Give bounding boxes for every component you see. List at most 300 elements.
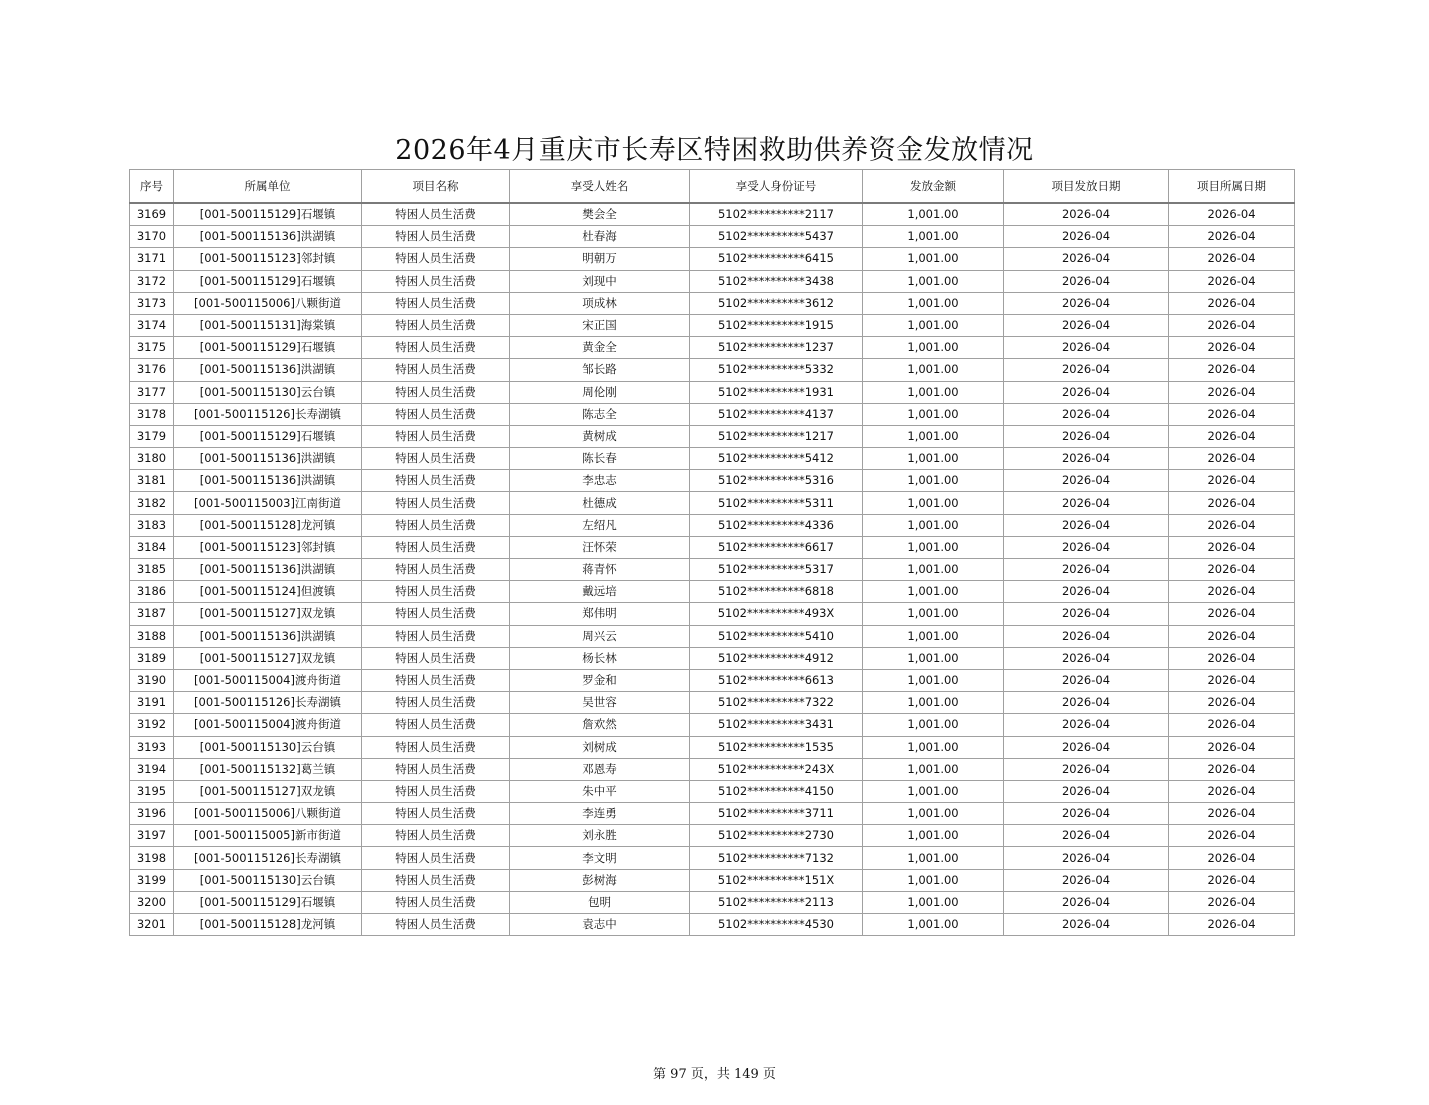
cell-issue-date: 2026-04	[1004, 758, 1169, 780]
cell-belong-date: 2026-04	[1169, 581, 1295, 603]
cell-unit: [001-500115124]但渡镇	[174, 581, 362, 603]
cell-project: 特困人员生活费	[362, 825, 510, 847]
cell-unit: [001-500115126]长寿湖镇	[174, 692, 362, 714]
cell-belong-date: 2026-04	[1169, 470, 1295, 492]
cell-unit: [001-500115126]长寿湖镇	[174, 847, 362, 869]
cell-name: 陈长春	[510, 448, 690, 470]
table-row	[130, 869, 1295, 891]
cell-unit: [001-500115004]渡舟街道	[174, 669, 362, 691]
cell-unit: [001-500115003]江南街道	[174, 492, 362, 514]
cell-amount: 1,001.00	[863, 803, 1004, 825]
cell-unit: [001-500115136]洪湖镇	[174, 625, 362, 647]
cell-id-number: 5102**********2113	[690, 891, 863, 913]
table-row	[130, 403, 1295, 425]
cell-name: 李文明	[510, 847, 690, 869]
table-row	[130, 559, 1295, 581]
cell-name: 杜春海	[510, 226, 690, 248]
cell-unit: [001-500115130]云台镇	[174, 736, 362, 758]
cell-unit: [001-500115127]双龙镇	[174, 603, 362, 625]
cell-issue-date: 2026-04	[1004, 203, 1169, 226]
table-row	[130, 470, 1295, 492]
cell-belong-date: 2026-04	[1169, 514, 1295, 536]
cell-unit: [001-500115136]洪湖镇	[174, 559, 362, 581]
cell-issue-date: 2026-04	[1004, 869, 1169, 891]
cell-project: 特困人员生活费	[362, 581, 510, 603]
cell-serial: 3193	[130, 736, 174, 758]
column-header-amount: 发放金额	[863, 170, 1004, 204]
cell-project: 特困人员生活费	[362, 780, 510, 802]
cell-id-number: 5102**********5317	[690, 559, 863, 581]
cell-id-number: 5102**********5316	[690, 470, 863, 492]
cell-belong-date: 2026-04	[1169, 314, 1295, 336]
cell-amount: 1,001.00	[863, 536, 1004, 558]
cell-name: 周兴云	[510, 625, 690, 647]
cell-serial: 3192	[130, 714, 174, 736]
cell-name: 包明	[510, 891, 690, 913]
table-row	[130, 625, 1295, 647]
cell-serial: 3172	[130, 270, 174, 292]
cell-project: 特困人员生活费	[362, 536, 510, 558]
cell-issue-date: 2026-04	[1004, 581, 1169, 603]
table-row	[130, 270, 1295, 292]
cell-amount: 1,001.00	[863, 381, 1004, 403]
cell-serial: 3179	[130, 425, 174, 447]
cell-id-number: 5102**********3438	[690, 270, 863, 292]
cell-serial: 3174	[130, 314, 174, 336]
cell-unit: [001-500115136]洪湖镇	[174, 470, 362, 492]
cell-name: 邹长路	[510, 359, 690, 381]
cell-unit: [001-500115130]云台镇	[174, 869, 362, 891]
cell-project: 特困人员生活费	[362, 603, 510, 625]
table-row	[130, 692, 1295, 714]
table-row	[130, 891, 1295, 913]
cell-unit: [001-500115129]石堰镇	[174, 337, 362, 359]
cell-belong-date: 2026-04	[1169, 248, 1295, 270]
column-header-name: 享受人姓名	[510, 170, 690, 204]
cell-belong-date: 2026-04	[1169, 492, 1295, 514]
data-table	[129, 169, 1295, 936]
cell-issue-date: 2026-04	[1004, 248, 1169, 270]
cell-name: 刘树成	[510, 736, 690, 758]
cell-issue-date: 2026-04	[1004, 448, 1169, 470]
cell-project: 特困人员生活费	[362, 248, 510, 270]
cell-amount: 1,001.00	[863, 448, 1004, 470]
cell-issue-date: 2026-04	[1004, 692, 1169, 714]
cell-name: 黄树成	[510, 425, 690, 447]
cell-amount: 1,001.00	[863, 692, 1004, 714]
cell-unit: [001-500115128]龙河镇	[174, 514, 362, 536]
cell-project: 特困人员生活费	[362, 692, 510, 714]
cell-serial: 3194	[130, 758, 174, 780]
cell-name: 杨长林	[510, 647, 690, 669]
cell-name: 朱中平	[510, 780, 690, 802]
cell-id-number: 5102**********3711	[690, 803, 863, 825]
cell-project: 特困人员生活费	[362, 203, 510, 226]
cell-belong-date: 2026-04	[1169, 403, 1295, 425]
cell-unit: [001-500115127]双龙镇	[174, 780, 362, 802]
cell-amount: 1,001.00	[863, 270, 1004, 292]
cell-serial: 3180	[130, 448, 174, 470]
cell-project: 特困人员生活费	[362, 758, 510, 780]
cell-id-number: 5102**********1217	[690, 425, 863, 447]
cell-id-number: 5102**********2730	[690, 825, 863, 847]
table-body	[130, 203, 1295, 936]
cell-name: 吴世容	[510, 692, 690, 714]
cell-serial: 3176	[130, 359, 174, 381]
cell-id-number: 5102**********6415	[690, 248, 863, 270]
cell-amount: 1,001.00	[863, 891, 1004, 913]
column-header-belong-date: 项目所属日期	[1169, 170, 1295, 204]
cell-name: 杜德成	[510, 492, 690, 514]
page-footer: 第 97 页，共 149 页	[653, 1067, 776, 1082]
cell-belong-date: 2026-04	[1169, 780, 1295, 802]
cell-unit: [001-500115132]葛兰镇	[174, 758, 362, 780]
cell-amount: 1,001.00	[863, 647, 1004, 669]
table-row	[130, 736, 1295, 758]
cell-unit: [001-500115004]渡舟街道	[174, 714, 362, 736]
cell-unit: [001-500115129]石堰镇	[174, 203, 362, 226]
cell-belong-date: 2026-04	[1169, 825, 1295, 847]
cell-amount: 1,001.00	[863, 669, 1004, 691]
cell-name: 詹欢然	[510, 714, 690, 736]
cell-serial: 3187	[130, 603, 174, 625]
cell-belong-date: 2026-04	[1169, 692, 1295, 714]
cell-serial: 3184	[130, 536, 174, 558]
cell-name: 彭树海	[510, 869, 690, 891]
cell-belong-date: 2026-04	[1169, 914, 1295, 936]
cell-serial: 3175	[130, 337, 174, 359]
cell-amount: 1,001.00	[863, 425, 1004, 447]
cell-belong-date: 2026-04	[1169, 891, 1295, 913]
cell-project: 特困人员生活费	[362, 492, 510, 514]
cell-amount: 1,001.00	[863, 492, 1004, 514]
cell-belong-date: 2026-04	[1169, 803, 1295, 825]
cell-amount: 1,001.00	[863, 869, 1004, 891]
cell-id-number: 5102**********1237	[690, 337, 863, 359]
table-row	[130, 492, 1295, 514]
cell-unit: [001-500115136]洪湖镇	[174, 448, 362, 470]
cell-id-number: 5102**********1535	[690, 736, 863, 758]
cell-id-number: 5102**********2117	[690, 203, 863, 226]
cell-amount: 1,001.00	[863, 914, 1004, 936]
cell-serial: 3171	[130, 248, 174, 270]
cell-unit: [001-500115130]云台镇	[174, 381, 362, 403]
cell-name: 蒋青怀	[510, 559, 690, 581]
cell-serial: 3190	[130, 669, 174, 691]
cell-belong-date: 2026-04	[1169, 448, 1295, 470]
cell-belong-date: 2026-04	[1169, 203, 1295, 226]
cell-serial: 3195	[130, 780, 174, 802]
table-row	[130, 381, 1295, 403]
cell-serial: 3191	[130, 692, 174, 714]
cell-project: 特困人员生活费	[362, 869, 510, 891]
cell-issue-date: 2026-04	[1004, 736, 1169, 758]
cell-amount: 1,001.00	[863, 780, 1004, 802]
table-header-row	[130, 170, 1295, 204]
cell-project: 特困人员生活费	[362, 226, 510, 248]
cell-belong-date: 2026-04	[1169, 337, 1295, 359]
cell-amount: 1,001.00	[863, 203, 1004, 226]
cell-issue-date: 2026-04	[1004, 559, 1169, 581]
cell-issue-date: 2026-04	[1004, 514, 1169, 536]
cell-issue-date: 2026-04	[1004, 470, 1169, 492]
cell-serial: 3199	[130, 869, 174, 891]
table-row	[130, 803, 1295, 825]
table-row	[130, 514, 1295, 536]
cell-belong-date: 2026-04	[1169, 425, 1295, 447]
cell-serial: 3201	[130, 914, 174, 936]
cell-amount: 1,001.00	[863, 314, 1004, 336]
cell-name: 陈志全	[510, 403, 690, 425]
cell-serial: 3173	[130, 292, 174, 314]
cell-issue-date: 2026-04	[1004, 425, 1169, 447]
cell-belong-date: 2026-04	[1169, 669, 1295, 691]
cell-project: 特困人员生活费	[362, 891, 510, 913]
cell-unit: [001-500115005]新市街道	[174, 825, 362, 847]
cell-name: 李忠志	[510, 470, 690, 492]
cell-unit: [001-500115123]邻封镇	[174, 248, 362, 270]
cell-amount: 1,001.00	[863, 292, 1004, 314]
cell-serial: 3183	[130, 514, 174, 536]
cell-serial: 3185	[130, 559, 174, 581]
cell-project: 特困人员生活费	[362, 425, 510, 447]
cell-amount: 1,001.00	[863, 714, 1004, 736]
cell-amount: 1,001.00	[863, 758, 1004, 780]
cell-unit: [001-500115136]洪湖镇	[174, 359, 362, 381]
cell-project: 特困人员生活费	[362, 803, 510, 825]
cell-belong-date: 2026-04	[1169, 559, 1295, 581]
cell-name: 宋正国	[510, 314, 690, 336]
cell-unit: [001-500115128]龙河镇	[174, 914, 362, 936]
cell-belong-date: 2026-04	[1169, 292, 1295, 314]
cell-project: 特困人员生活费	[362, 736, 510, 758]
cell-serial: 3170	[130, 226, 174, 248]
cell-project: 特困人员生活费	[362, 314, 510, 336]
cell-serial: 3177	[130, 381, 174, 403]
cell-project: 特困人员生活费	[362, 403, 510, 425]
cell-project: 特困人员生活费	[362, 337, 510, 359]
table-row	[130, 226, 1295, 248]
cell-belong-date: 2026-04	[1169, 603, 1295, 625]
table-row	[130, 203, 1295, 226]
cell-id-number: 5102**********5332	[690, 359, 863, 381]
table-row	[130, 847, 1295, 869]
cell-issue-date: 2026-04	[1004, 914, 1169, 936]
cell-project: 特困人员生活费	[362, 381, 510, 403]
cell-unit: [001-500115129]石堰镇	[174, 425, 362, 447]
cell-belong-date: 2026-04	[1169, 758, 1295, 780]
cell-project: 特困人员生活费	[362, 514, 510, 536]
cell-id-number: 5102**********1931	[690, 381, 863, 403]
cell-id-number: 5102**********3431	[690, 714, 863, 736]
cell-project: 特困人员生活费	[362, 669, 510, 691]
cell-serial: 3196	[130, 803, 174, 825]
cell-name: 周伦刚	[510, 381, 690, 403]
cell-id-number: 5102**********6613	[690, 669, 863, 691]
cell-issue-date: 2026-04	[1004, 381, 1169, 403]
cell-name: 汪怀荣	[510, 536, 690, 558]
page-title: 2026年4月重庆市长寿区特困救助供养资金发放情况	[395, 135, 1034, 166]
cell-project: 特困人员生活费	[362, 914, 510, 936]
cell-serial: 3198	[130, 847, 174, 869]
cell-serial: 3188	[130, 625, 174, 647]
cell-name: 黄金全	[510, 337, 690, 359]
cell-serial: 3197	[130, 825, 174, 847]
cell-project: 特困人员生活费	[362, 292, 510, 314]
cell-issue-date: 2026-04	[1004, 669, 1169, 691]
cell-amount: 1,001.00	[863, 847, 1004, 869]
cell-serial: 3189	[130, 647, 174, 669]
cell-name: 戴远培	[510, 581, 690, 603]
column-header-project: 项目名称	[362, 170, 510, 204]
table-row	[130, 914, 1295, 936]
cell-belong-date: 2026-04	[1169, 736, 1295, 758]
cell-id-number: 5102**********243X	[690, 758, 863, 780]
cell-amount: 1,001.00	[863, 403, 1004, 425]
cell-project: 特困人员生活费	[362, 359, 510, 381]
cell-name: 项成林	[510, 292, 690, 314]
cell-unit: [001-500115123]邻封镇	[174, 536, 362, 558]
cell-issue-date: 2026-04	[1004, 847, 1169, 869]
cell-belong-date: 2026-04	[1169, 847, 1295, 869]
cell-issue-date: 2026-04	[1004, 337, 1169, 359]
cell-project: 特困人员生活费	[362, 559, 510, 581]
cell-issue-date: 2026-04	[1004, 603, 1169, 625]
cell-id-number: 5102**********5412	[690, 448, 863, 470]
cell-issue-date: 2026-04	[1004, 803, 1169, 825]
cell-unit: [001-500115127]双龙镇	[174, 647, 362, 669]
cell-id-number: 5102**********5437	[690, 226, 863, 248]
table-row	[130, 314, 1295, 336]
table-row	[130, 825, 1295, 847]
cell-id-number: 5102**********1915	[690, 314, 863, 336]
cell-name: 明朝万	[510, 248, 690, 270]
cell-issue-date: 2026-04	[1004, 226, 1169, 248]
cell-id-number: 5102**********4150	[690, 780, 863, 802]
cell-amount: 1,001.00	[863, 226, 1004, 248]
cell-serial: 3182	[130, 492, 174, 514]
table-row	[130, 758, 1295, 780]
cell-amount: 1,001.00	[863, 337, 1004, 359]
cell-serial: 3181	[130, 470, 174, 492]
cell-id-number: 5102**********4336	[690, 514, 863, 536]
cell-id-number: 5102**********6818	[690, 581, 863, 603]
cell-issue-date: 2026-04	[1004, 292, 1169, 314]
cell-issue-date: 2026-04	[1004, 891, 1169, 913]
cell-id-number: 5102**********6617	[690, 536, 863, 558]
cell-amount: 1,001.00	[863, 625, 1004, 647]
cell-name: 刘现中	[510, 270, 690, 292]
cell-name: 郑伟明	[510, 603, 690, 625]
cell-belong-date: 2026-04	[1169, 625, 1295, 647]
cell-issue-date: 2026-04	[1004, 270, 1169, 292]
cell-name: 罗金和	[510, 669, 690, 691]
cell-amount: 1,001.00	[863, 825, 1004, 847]
table-row	[130, 248, 1295, 270]
column-header-id-number: 享受人身份证号	[690, 170, 863, 204]
cell-serial: 3186	[130, 581, 174, 603]
cell-amount: 1,001.00	[863, 603, 1004, 625]
cell-belong-date: 2026-04	[1169, 869, 1295, 891]
table-row	[130, 714, 1295, 736]
cell-belong-date: 2026-04	[1169, 714, 1295, 736]
table-row	[130, 581, 1295, 603]
cell-serial: 3200	[130, 891, 174, 913]
cell-name: 樊会全	[510, 203, 690, 226]
cell-issue-date: 2026-04	[1004, 714, 1169, 736]
cell-project: 特困人员生活费	[362, 647, 510, 669]
cell-issue-date: 2026-04	[1004, 780, 1169, 802]
cell-name: 袁志中	[510, 914, 690, 936]
cell-id-number: 5102**********7322	[690, 692, 863, 714]
cell-name: 邓恩寿	[510, 758, 690, 780]
table-row	[130, 669, 1295, 691]
cell-unit: [001-500115006]八颗街道	[174, 292, 362, 314]
cell-issue-date: 2026-04	[1004, 625, 1169, 647]
cell-unit: [001-500115126]长寿湖镇	[174, 403, 362, 425]
cell-serial: 3169	[130, 203, 174, 226]
cell-belong-date: 2026-04	[1169, 647, 1295, 669]
cell-amount: 1,001.00	[863, 559, 1004, 581]
cell-issue-date: 2026-04	[1004, 647, 1169, 669]
cell-name: 刘永胜	[510, 825, 690, 847]
cell-unit: [001-500115136]洪湖镇	[174, 226, 362, 248]
cell-issue-date: 2026-04	[1004, 536, 1169, 558]
column-header-unit: 所属单位	[174, 170, 362, 204]
table-row	[130, 292, 1295, 314]
cell-id-number: 5102**********493X	[690, 603, 863, 625]
table-row	[130, 780, 1295, 802]
cell-unit: [001-500115129]石堰镇	[174, 891, 362, 913]
cell-issue-date: 2026-04	[1004, 403, 1169, 425]
table-row	[130, 337, 1295, 359]
cell-project: 特困人员生活费	[362, 847, 510, 869]
cell-id-number: 5102**********4912	[690, 647, 863, 669]
table-row	[130, 448, 1295, 470]
cell-serial: 3178	[130, 403, 174, 425]
cell-issue-date: 2026-04	[1004, 825, 1169, 847]
column-header-serial: 序号	[130, 170, 174, 204]
table-row	[130, 536, 1295, 558]
cell-belong-date: 2026-04	[1169, 536, 1295, 558]
cell-belong-date: 2026-04	[1169, 226, 1295, 248]
cell-amount: 1,001.00	[863, 248, 1004, 270]
cell-amount: 1,001.00	[863, 359, 1004, 381]
cell-id-number: 5102**********3612	[690, 292, 863, 314]
cell-project: 特困人员生活费	[362, 448, 510, 470]
cell-project: 特困人员生活费	[362, 470, 510, 492]
cell-belong-date: 2026-04	[1169, 359, 1295, 381]
cell-issue-date: 2026-04	[1004, 314, 1169, 336]
cell-project: 特困人员生活费	[362, 270, 510, 292]
cell-amount: 1,001.00	[863, 581, 1004, 603]
cell-unit: [001-500115131]海棠镇	[174, 314, 362, 336]
cell-name: 左绍凡	[510, 514, 690, 536]
cell-belong-date: 2026-04	[1169, 270, 1295, 292]
cell-name: 李连勇	[510, 803, 690, 825]
cell-amount: 1,001.00	[863, 514, 1004, 536]
column-header-issue-date: 项目发放日期	[1004, 170, 1169, 204]
cell-id-number: 5102**********151X	[690, 869, 863, 891]
table-row	[130, 425, 1295, 447]
cell-id-number: 5102**********7132	[690, 847, 863, 869]
cell-issue-date: 2026-04	[1004, 359, 1169, 381]
cell-project: 特困人员生活费	[362, 714, 510, 736]
cell-issue-date: 2026-04	[1004, 492, 1169, 514]
cell-id-number: 5102**********4530	[690, 914, 863, 936]
cell-unit: [001-500115006]八颗街道	[174, 803, 362, 825]
cell-project: 特困人员生活费	[362, 625, 510, 647]
